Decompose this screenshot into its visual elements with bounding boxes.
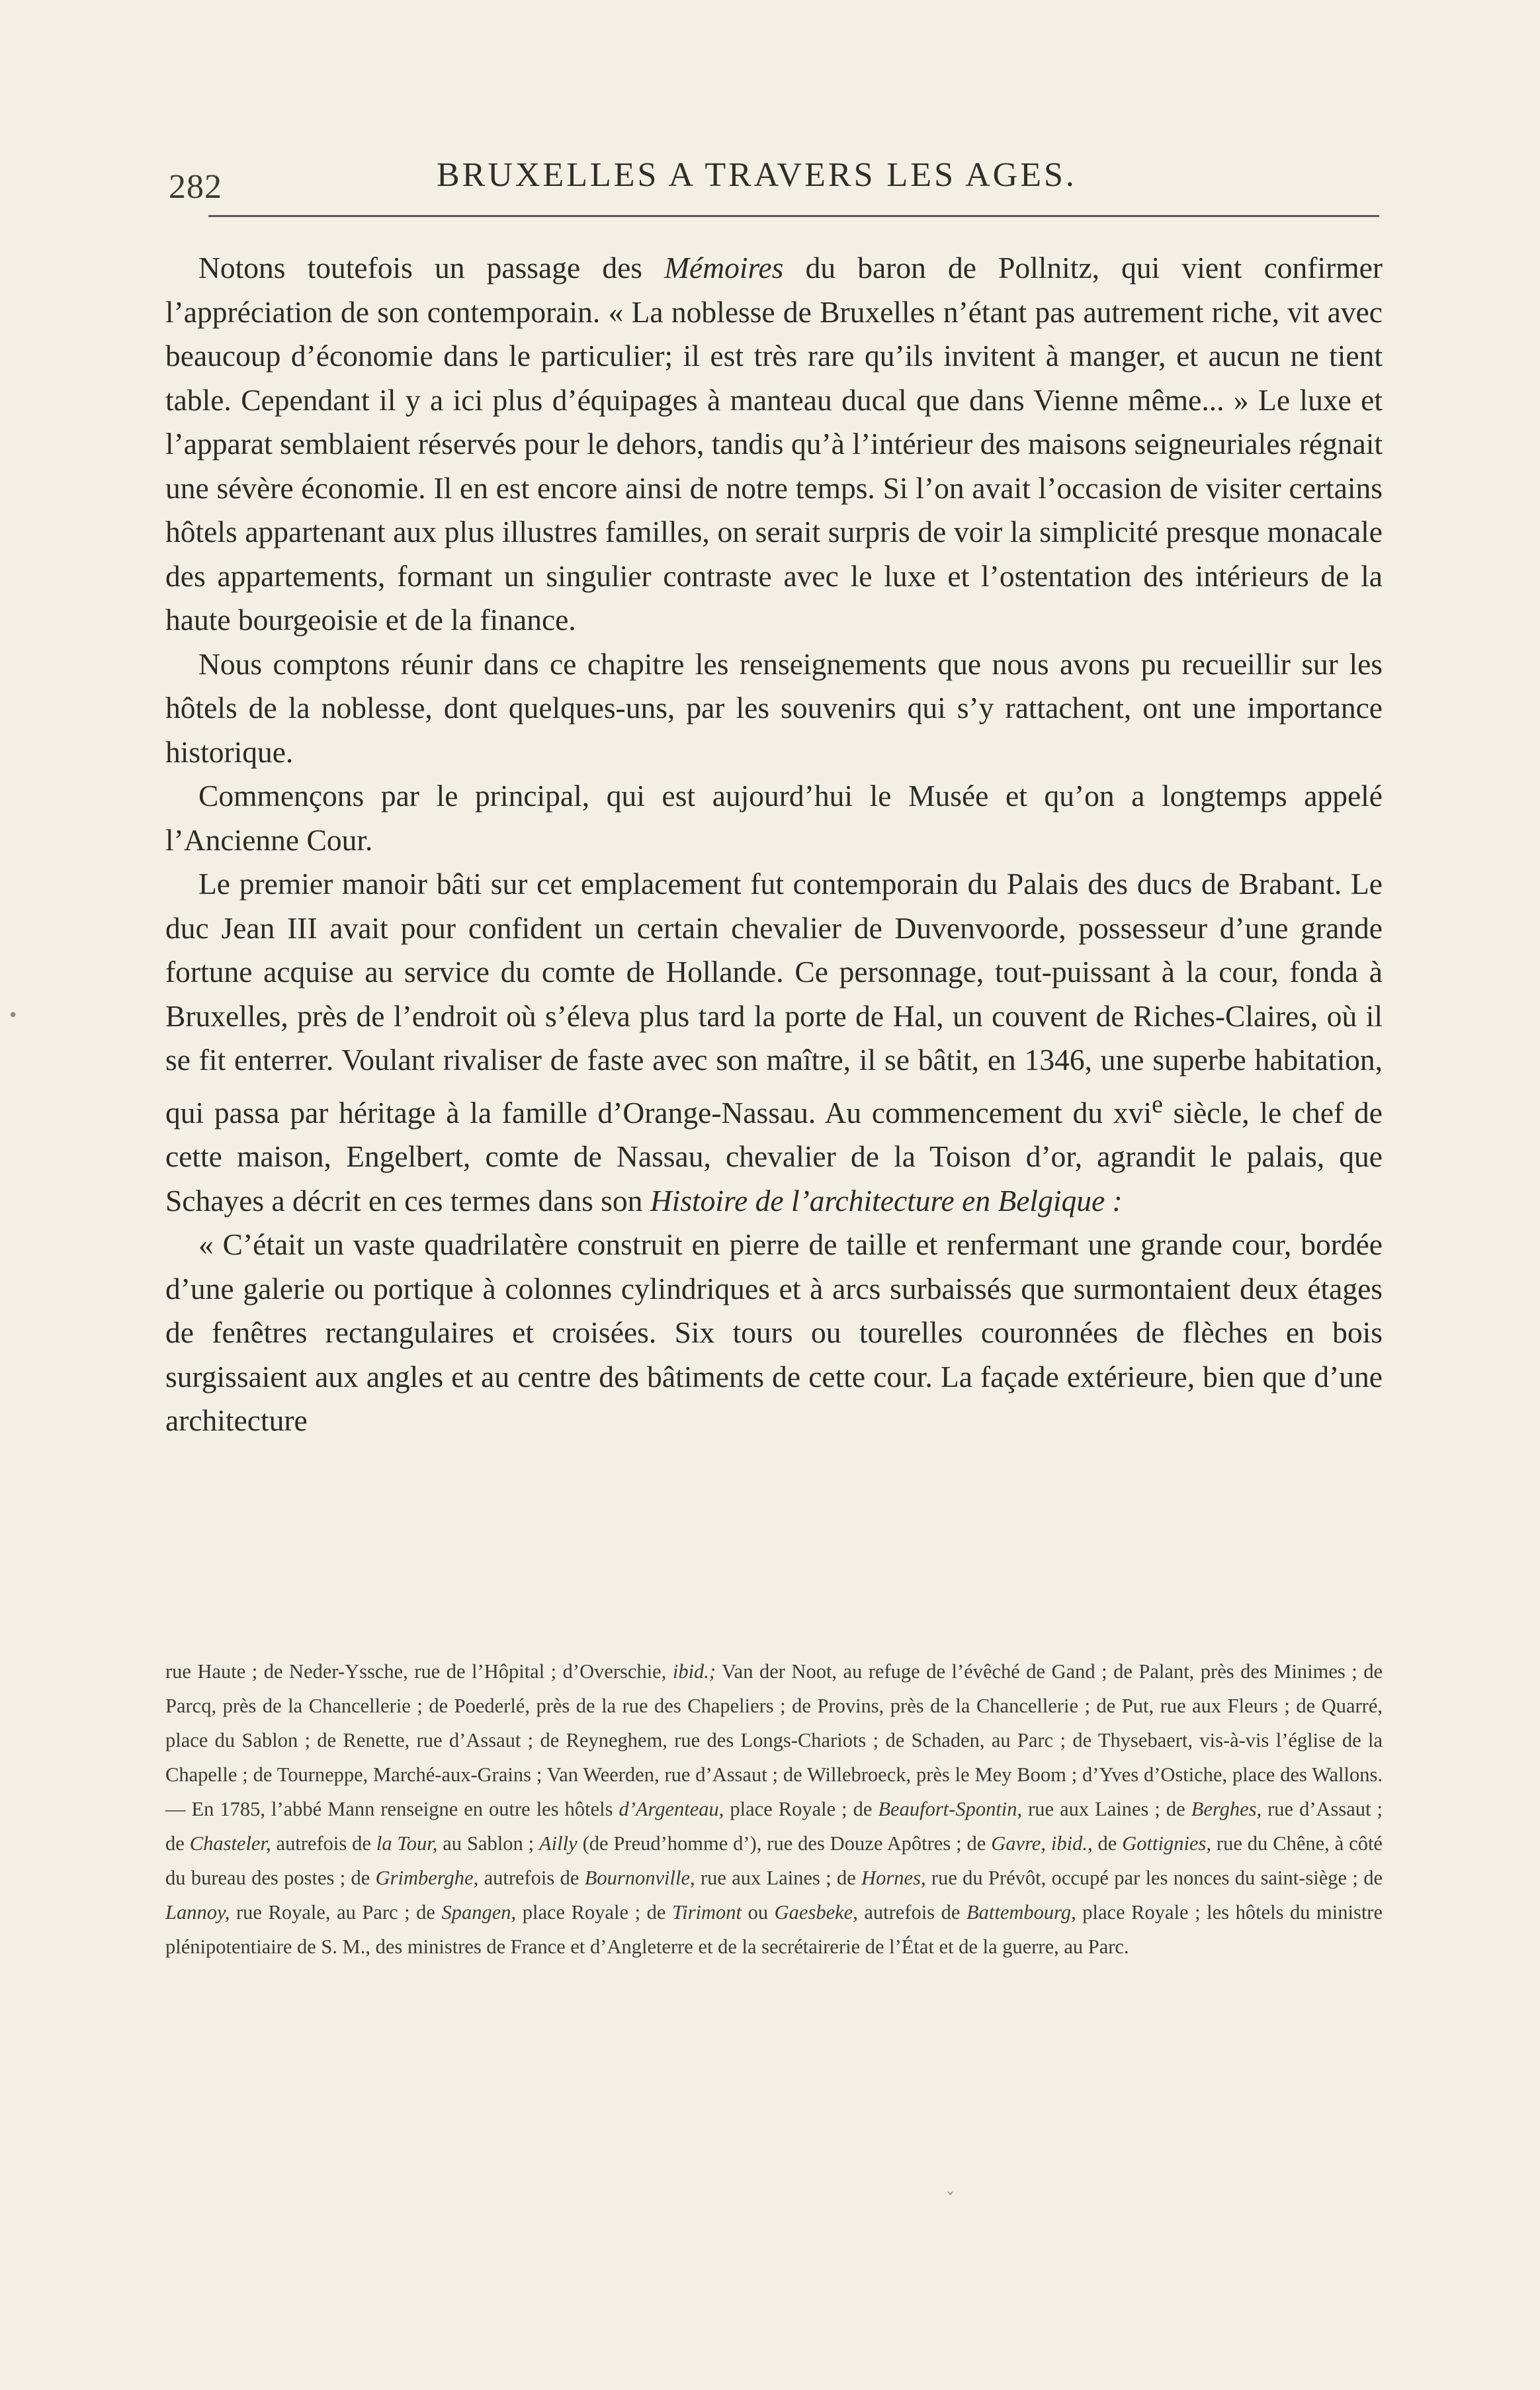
paragraph: Notons toutefois un passage des Mémoires du baron de Pollnitz, qui vient confirmer l’appréciation de son contemporain. « La noblesse de Bruxelles n’étant pas autrement riche, vit avec beaucoup d’économie dans le particulier; il est très rare qu’ils invitent à manger, et aucun ne tient table. Cependant il y a ici plus d’équipages à manteau ducal que dans Vienne même... » Le luxe et l’apparat semblaient réservés pour le dehors, tandis qu’à l’intérieur des maisons seigneuriales régnait une sévère économie. Il en est encore ainsi de notre temps. Si l’on avait l’occasion de visiter certains hôtels appartenant aux plus illustres familles, on serait surpris de voir la simplicité presque monacale des appartements, formant un singulier contraste avec le luxe et l’ostentation des intérieurs de la haute bourgeoisie et de la finance. <box>165 251 1383 637</box>
header-rule <box>208 215 1379 217</box>
footnote-text: rue Haute ; de Neder-Yssche, rue de l’Hôpital ; d’Overschie, ibid.; Van der Noot, au refuge de l’évêché de Gand ; de Palant, près des Minimes ; de Parcq, près de la Chancellerie ; de Poederlé, près de la rue des Chapeliers ; de Provins, près de la Chancellerie ; de Put, rue aux Fleurs ; de Quarré, place du Sablon ; de Renette, rue d’Assaut ; de Reyneghem, rue des Longs-Chariots ; de Schaden, au Parc ; de Thysebaert, vis-à-vis l’église de la Chapelle ; de Tourneppe, Marché-aux-Grains ; Van Weerden, rue d’Assaut ; de Willebroeck, près le Mey Boom ; d’Yves d’Ostiche, place des Wallons. — En 1785, l’abbé Mann renseigne en outre les hôtels d’Argenteau, place Royale ; de Beaufort-Spontin, rue aux Laines ; de Berghes, rue d’Assaut ; de Chasteler, autrefois de la Tour, au Sablon ; Ailly (de Preud’homme d’), rue des Douze Apôtres ; de Gavre, ibid., de Gottignies, rue du Chêne, à côté du bureau des postes ; de Grimberghe, autrefois de Bournonville, rue aux Laines ; de Hornes, rue du Prévôt, occupé par les nonces du saint-siège ; de Lannoy, rue Royale, au Parc ; de Spangen, place Royale ; de Tirimont ou Gaesbeke, autrefois de Battembourg, place Royale ; les hôtels du ministre plénipotentiaire de S. M., des ministres de France et d’Angleterre et de la secrétairerie de l’État et de la guerre, au Parc. <box>165 1660 1383 1958</box>
paragraph: Le premier manoir bâti sur cet emplacement fut contemporain du Palais des ducs de Brabant. Le duc Jean III avait pour confident un certain chevalier de Duvenvoorde, possesseur d’une grande fortune acquise au service du comte de Hollande. Ce personnage, tout-puissant à la cour, fonda à Bruxelles, près de l’endroit où s’éleva plus tard la porte de Hal, un couvent de Riches-Claires, où il se fit enterrer. Voulant rivaliser de faste avec son maître, il se bâtit, en 1346, une superbe habitation, qui passa par héritage à la famille d’Orange-Nassau. Au commencement du xvi$^e$ siècle, le chef de cette maison, Engelbert, comte de Nassau, chevalier de la Toison d’or, agrandit le palais, que Schayes a décrit en ces termes dans son Histoire de l’architecture en Belgique : <box>165 867 1383 1217</box>
paragraph: Nous comptons réunir dans ce chapitre les renseignements que nous avons pu recueillir sur les hôtels de la noblesse, dont quelques-uns, par les souvenirs qui s’y rattachent, ont une importance historique. <box>165 646 1383 769</box>
margin-speck: ˇ <box>946 2190 955 2210</box>
page-number: 282 <box>169 168 222 206</box>
running-title: BRUXELLES A TRAVERS LES AGES. <box>437 156 1077 194</box>
paragraph: « C’était un vaste quadrilatère construit en pierre de taille et renfermant une grande cour, bordée d’une galerie ou portique à colonnes cylindriques et à arcs surbaissés que surmontaient deux étages de fenêtres rectangulaires et croisées. Six tours ou tourelles couronnées de flèches en bois surgissaient aux angles et au centre des bâtiments de cette cour. La façade extérieure, bien que d’une architecture <box>165 1227 1383 1438</box>
paragraph: Commençons par le principal, qui est aujourd’hui le Musée et qu’on a longtemps appelé l’Ancienne Cour. <box>165 779 1383 857</box>
footnote <box>165 1654 1383 1964</box>
main-text <box>165 246 1383 1443</box>
page-header <box>169 149 1379 208</box>
margin-speck: • <box>8 1006 19 1026</box>
